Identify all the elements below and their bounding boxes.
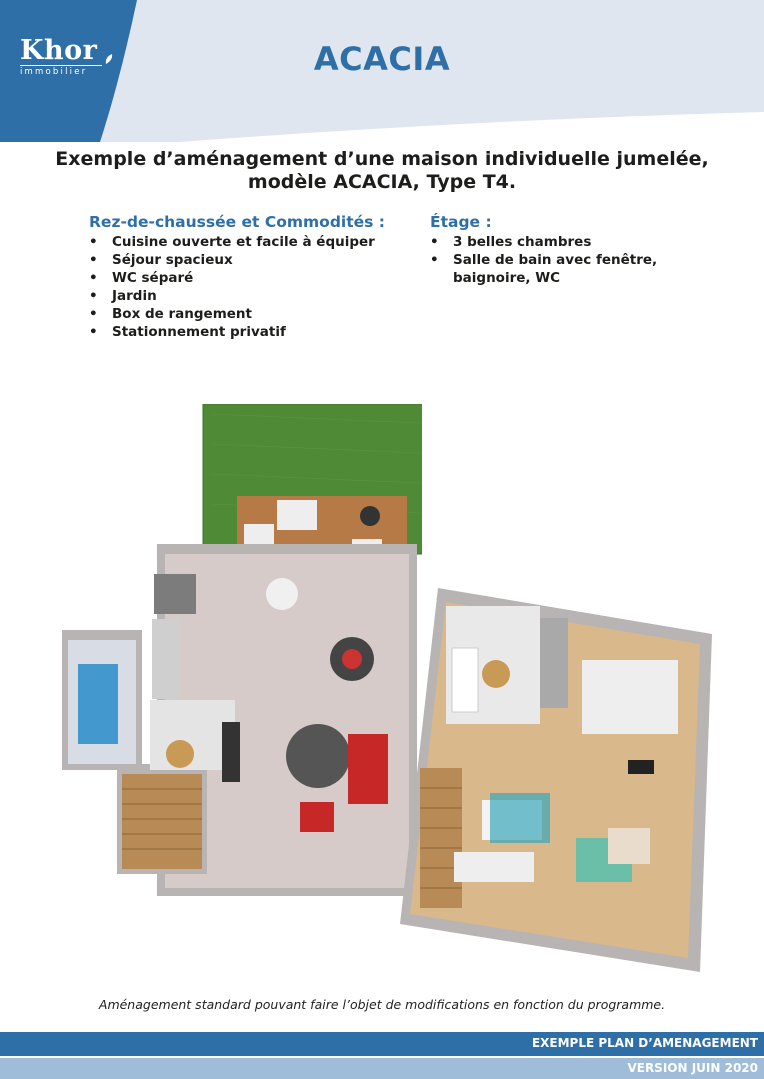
upper-floor-heading: Étage :	[430, 213, 492, 231]
footer-version: VERSION JUIN 2020	[627, 1061, 758, 1075]
headline-line-2: modèle ACACIA, Type T4.	[247, 171, 517, 193]
upper-floor-list	[430, 233, 690, 269]
footer-bar-bottom	[0, 1058, 764, 1079]
list-item: • WC séparé	[89, 269, 385, 287]
leaf-icon	[104, 52, 114, 66]
ground-floor-list	[89, 233, 385, 341]
list-item: • Cuisine ouverte et facile à équiper	[89, 233, 385, 251]
logo-name: Khor	[20, 35, 98, 66]
ground-floor-heading: Rez-de-chaussée et Commodités :	[89, 213, 385, 231]
headline-line-1: Exemple d’aménagement d’une maison individuelle jumelée,	[55, 148, 709, 170]
list-item: • Stationnement privatif	[89, 323, 385, 341]
upper-floor-features	[430, 213, 690, 287]
headline	[20, 148, 744, 194]
list-item: • Séjour spacieux	[89, 251, 385, 269]
khor-logo[interactable]	[20, 35, 102, 77]
footer-label: EXEMPLE PLAN D’AMENAGEMENT	[531, 1036, 758, 1050]
page-title: ACACIA	[313, 40, 451, 78]
footer-bar-top	[0, 1032, 764, 1056]
list-item: • Box de rangement	[89, 305, 385, 323]
ground-floor-plan	[62, 404, 422, 904]
list-item: • Salle de bain avec fenêtre,	[430, 251, 690, 269]
list-item: • Jardin	[89, 287, 385, 305]
list-item: • 3 belles chambres	[430, 233, 690, 251]
upper-floor-plan	[400, 588, 716, 972]
disclaimer-note: Aménagement standard pouvant faire l’objet de modifications en fonction du programme.	[98, 997, 666, 1012]
ground-floor-features	[89, 213, 385, 341]
list-item-continuation: baignoire, WC	[453, 270, 561, 286]
logo-subtitle: immobilier	[20, 65, 102, 77]
